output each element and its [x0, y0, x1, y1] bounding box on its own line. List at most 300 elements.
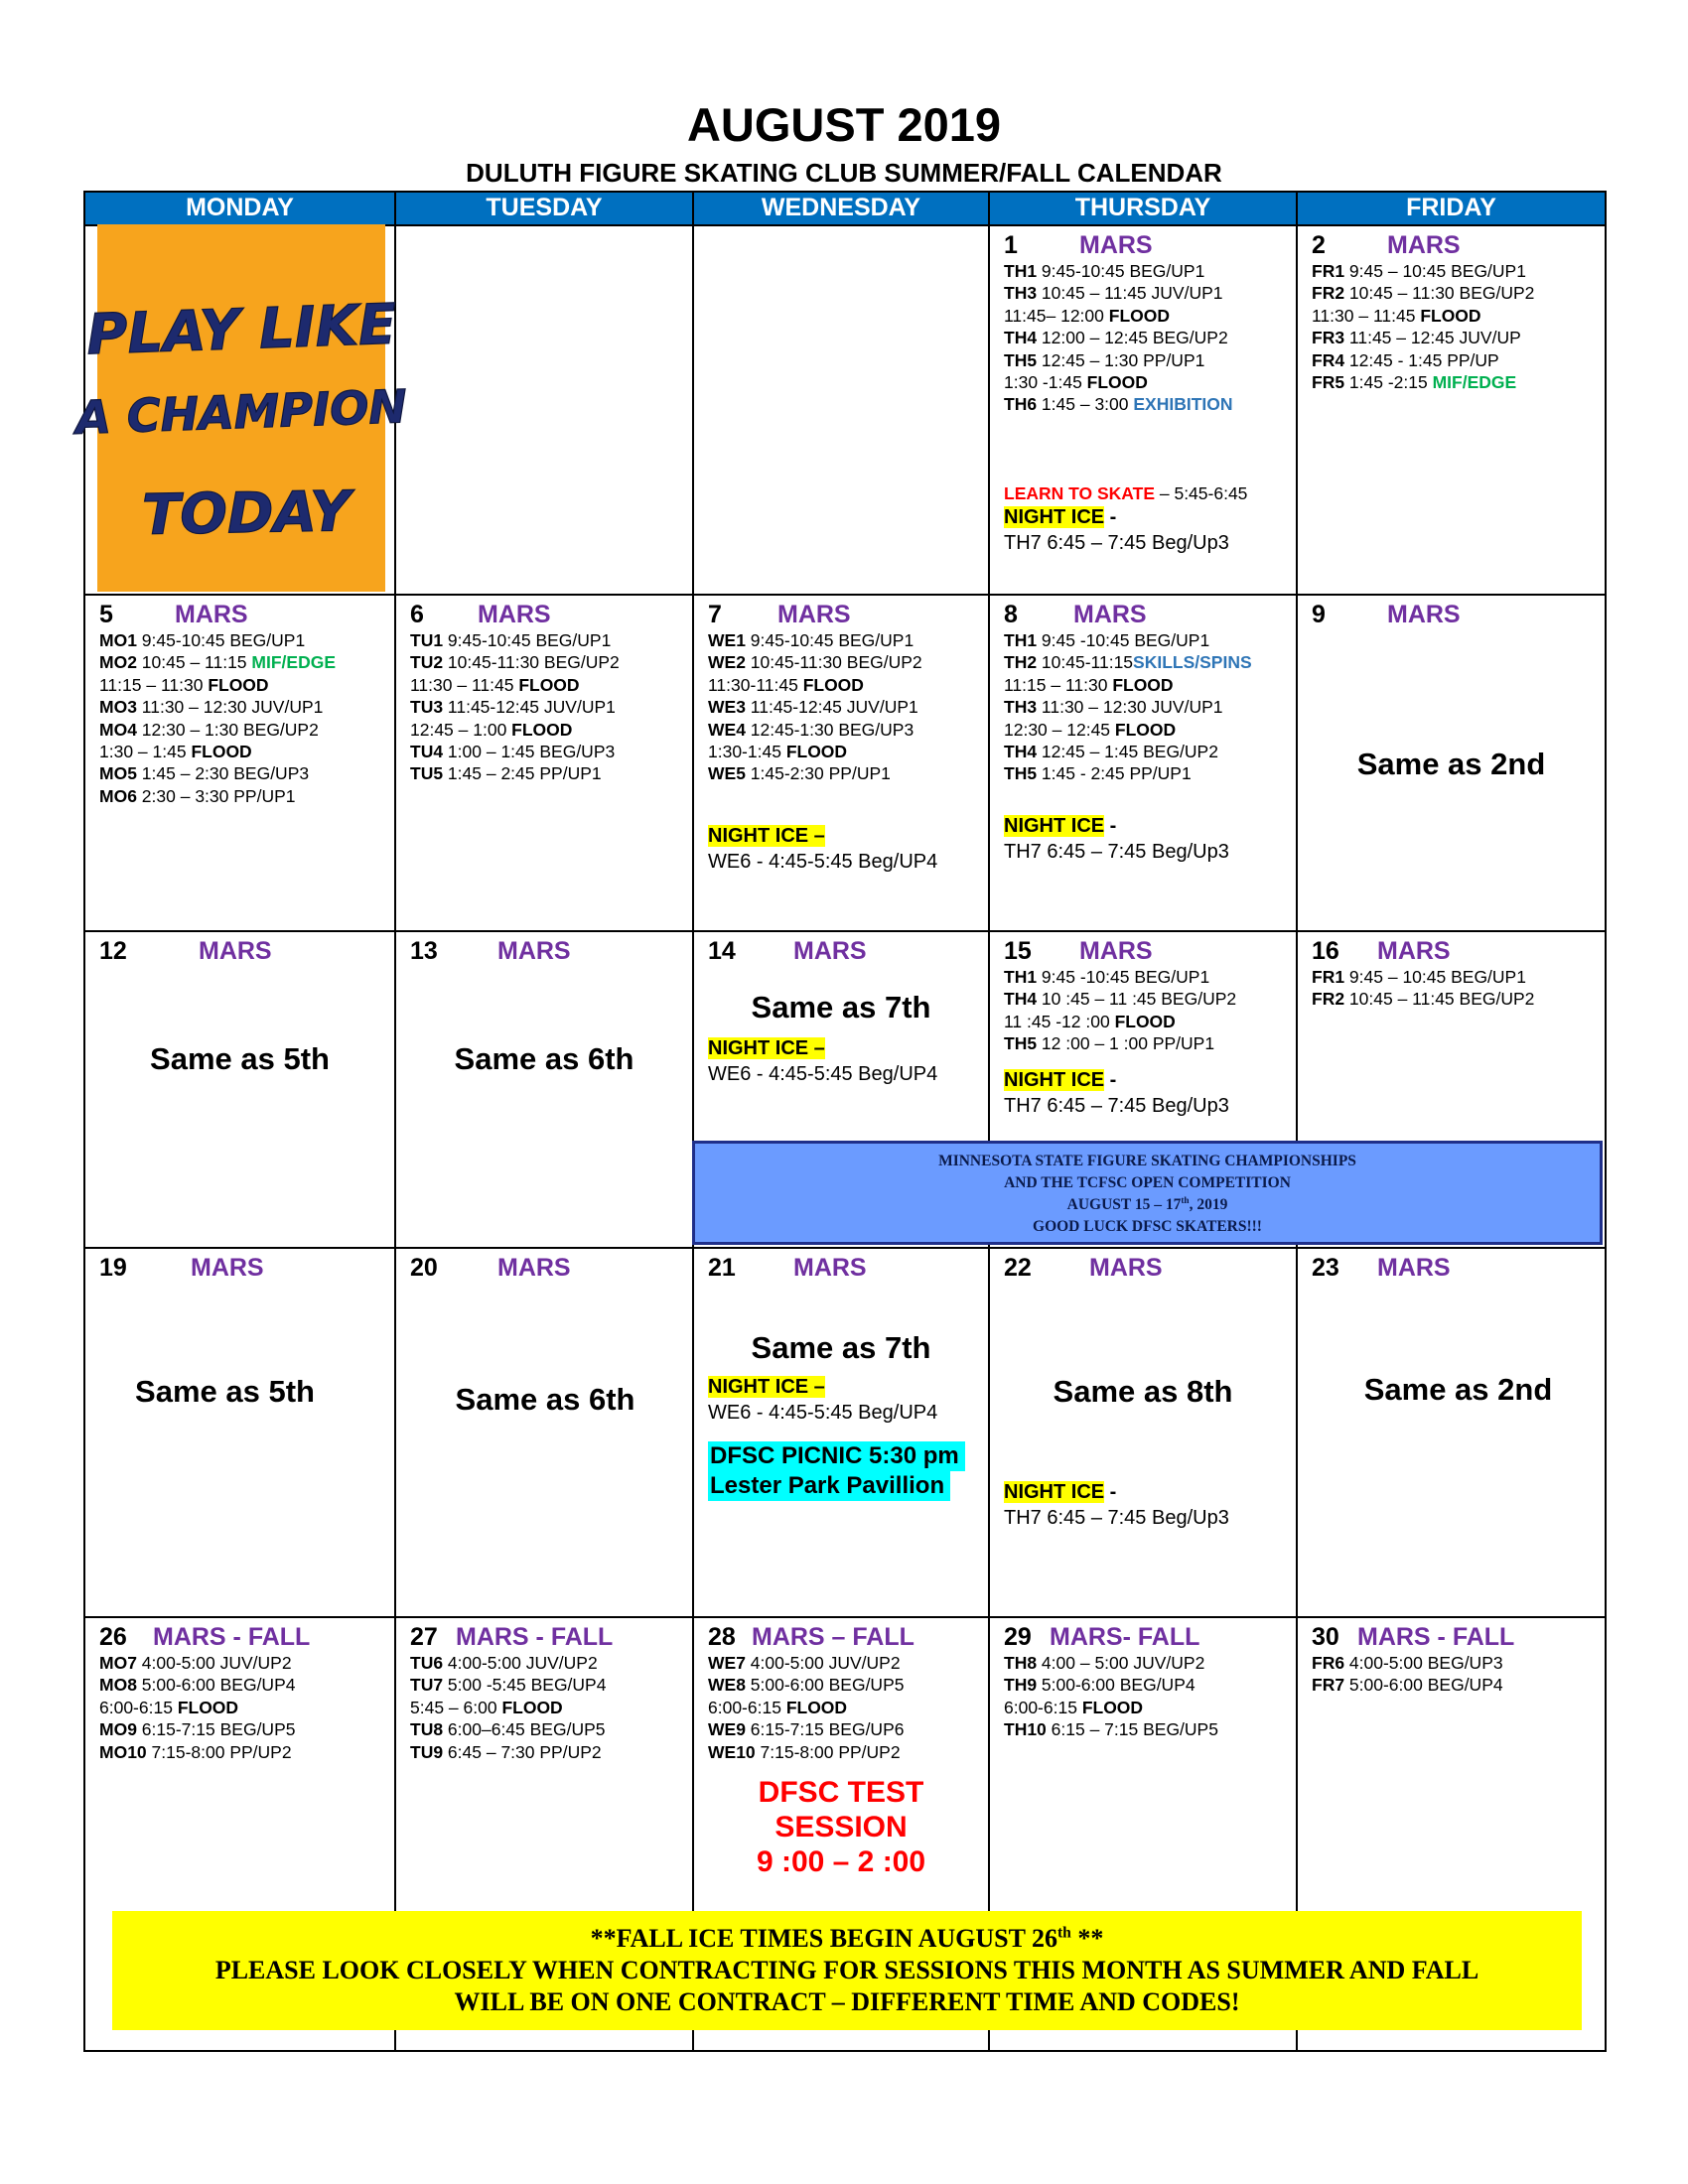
session-type-label: EXHIBITION — [1133, 394, 1233, 415]
flood-label: FLOOD — [208, 674, 269, 695]
day-header — [1004, 600, 1296, 629]
session-code: TH8 — [1004, 1653, 1038, 1673]
night-ice-block — [708, 823, 988, 849]
session-time: 11:30 – 12:30 JUV/UP1 — [1037, 697, 1223, 718]
fall-notice-heading: **FALL ICE TIMES BEGIN AUGUST 26 — [590, 1924, 1057, 1953]
weekday-tuesday: TUESDAY — [395, 192, 693, 225]
session-list — [410, 629, 692, 785]
flood-label: FLOOD — [1112, 674, 1174, 695]
session-row — [1312, 282, 1605, 304]
session-row — [1004, 1697, 1296, 1718]
day-header — [1312, 1253, 1605, 1283]
session-time: 9:45 – 10:45 BEG/UP1 — [1344, 261, 1526, 281]
session-row — [410, 741, 692, 762]
session-time: 9:45-10:45 BEG/UP1 — [1037, 261, 1205, 281]
weekday-wednesday: WEDNESDAY — [693, 192, 989, 225]
fall-notice-heading-end: ** — [1070, 1924, 1104, 1953]
session-row — [99, 696, 394, 718]
same-as-note: Same as 5th — [135, 1374, 315, 1409]
night-ice-label: NIGHT ICE — [1004, 506, 1105, 529]
session-time: 1:30-1:45 — [708, 742, 786, 762]
day-number: 9 — [1312, 601, 1326, 628]
session-row — [1004, 1718, 1296, 1740]
day-number: 15 — [1004, 937, 1032, 965]
test-session-line-2: SESSION — [774, 1811, 908, 1844]
mars-label: MARS - FALL — [153, 1623, 311, 1651]
session-list — [1312, 1652, 1605, 1697]
session-row — [708, 1652, 988, 1674]
session-list — [1004, 966, 1296, 1055]
session-row — [1004, 966, 1296, 988]
session-code: TH1 — [1004, 967, 1038, 987]
picnic-line-2: Lester Park Pavillion — [708, 1471, 950, 1501]
day-cell-22 — [989, 1248, 1297, 1617]
night-ice-session: WE6 - 4:45-5:45 Beg/UP4 — [708, 850, 938, 873]
session-row — [1004, 696, 1296, 718]
same-as-note: Same as 5th — [150, 1041, 330, 1076]
session-row — [99, 651, 394, 673]
session-time: 11:30 – 11:45 — [1312, 305, 1421, 326]
session-code: FR6 — [1312, 1653, 1345, 1673]
day-header — [99, 1253, 394, 1283]
fall-notice-line-1 — [112, 1923, 1582, 1955]
session-time: 4:00-5:00 BEG/UP3 — [1344, 1653, 1503, 1673]
night-ice-session: TH7 6:45 – 7:45 Beg/Up3 — [1004, 1507, 1229, 1529]
session-row — [99, 1674, 394, 1696]
day-cell-1 — [989, 225, 1297, 595]
fall-ice-notice — [112, 1911, 1582, 2030]
session-row — [410, 1741, 692, 1763]
day-number: 13 — [410, 937, 438, 965]
session-code: MO10 — [99, 1741, 147, 1762]
championship-dates-suffix: th — [1181, 1195, 1190, 1206]
session-time: 10:45-11:30 BEG/UP2 — [443, 652, 620, 673]
session-code: FR7 — [1312, 1675, 1345, 1696]
session-row — [1312, 260, 1605, 282]
flood-label: FLOOD — [1086, 372, 1148, 393]
championship-line-2: AND THE TCFSC OPEN COMPETITION — [1004, 1174, 1291, 1191]
session-time: 12:30 – 12:45 — [1004, 719, 1115, 740]
learn-to-skate-label: LEARN TO SKATE — [1004, 482, 1155, 503]
day-number: 28 — [708, 1623, 736, 1651]
session-time: 12:45 – 1:30 PP/UP1 — [1037, 349, 1205, 370]
mars-label: MARS — [1089, 1254, 1163, 1282]
day-cell-5 — [84, 595, 395, 931]
session-row — [708, 696, 988, 718]
session-row — [1004, 327, 1296, 348]
session-row — [1004, 674, 1296, 696]
flood-label: FLOOD — [1420, 305, 1481, 326]
session-code: TU8 — [410, 1719, 444, 1740]
day-number: 8 — [1004, 601, 1018, 628]
session-code: TH5 — [1004, 763, 1038, 784]
weekday-thursday: THURSDAY — [989, 192, 1297, 225]
day-cell-13 — [395, 931, 693, 1248]
session-code: TU1 — [410, 630, 444, 650]
session-row — [410, 719, 692, 741]
day-cell-empty — [693, 225, 989, 595]
session-code: TH3 — [1004, 697, 1038, 718]
session-time: 11:15 – 11:30 — [1004, 674, 1113, 695]
mars-label: MARS - FALL — [1357, 1623, 1515, 1651]
session-time: 11:45 – 12:45 JUV/UP — [1344, 328, 1521, 348]
day-header — [99, 936, 394, 966]
day-header — [1004, 936, 1296, 966]
session-row — [1004, 1652, 1296, 1674]
session-row — [410, 651, 692, 673]
day-number: 23 — [1312, 1254, 1339, 1282]
flood-label: FLOOD — [1114, 719, 1177, 740]
session-time: 10:45 – 11:45 BEG/UP2 — [1344, 989, 1535, 1010]
session-row — [1312, 1674, 1605, 1696]
night-ice-label: NIGHT ICE – — [708, 824, 825, 847]
night-ice-session: TH7 6:45 – 7:45 Beg/Up3 — [1004, 840, 1229, 863]
day-header — [1312, 230, 1605, 260]
learn-to-skate — [1004, 482, 1296, 504]
session-row — [410, 1718, 692, 1740]
session-row — [1312, 305, 1605, 327]
session-time: 6:00-6:15 — [99, 1697, 178, 1717]
session-time: 6:00-6:15 — [708, 1697, 786, 1717]
session-code: MO1 — [99, 630, 137, 650]
session-code: TU3 — [410, 697, 444, 718]
night-ice-block — [1004, 813, 1296, 839]
night-ice-block — [708, 1374, 988, 1400]
day-cell-21 — [693, 1248, 989, 1617]
session-row — [99, 741, 394, 762]
day-cell-23 — [1297, 1248, 1606, 1617]
night-ice-block — [1004, 504, 1296, 530]
night-ice-suffix: - — [1104, 1481, 1117, 1503]
same-as-note: Same as 6th — [454, 1041, 634, 1076]
session-row — [708, 1674, 988, 1696]
mars-label: MARS — [1079, 937, 1153, 965]
session-list — [1004, 629, 1296, 785]
day-header — [1004, 230, 1296, 260]
day-number: 29 — [1004, 1623, 1032, 1651]
session-time: 6:15-7:15 BEG/UP5 — [136, 1719, 296, 1740]
mars-label: MARS — [497, 1254, 571, 1282]
session-row — [1004, 762, 1296, 784]
mars-label: MARS — [497, 937, 571, 965]
session-row — [410, 762, 692, 784]
mars-label: MARS – FALL — [752, 1623, 914, 1651]
fall-notice-line-3: WILL BE ON ONE CONTRACT – DIFFERENT TIME AND CODES! — [454, 1987, 1240, 2016]
night-ice-label: NIGHT ICE – — [708, 1037, 825, 1059]
night-ice-label: NIGHT ICE — [1004, 814, 1105, 837]
weekday-monday: MONDAY — [84, 192, 395, 225]
session-row — [1312, 327, 1605, 348]
same-as-note: Same as 2nd — [1356, 747, 1546, 781]
night-ice-session: WE6 - 4:45-5:45 Beg/UP4 — [708, 1402, 938, 1424]
session-row — [1004, 988, 1296, 1010]
test-session-line-1: DFSC TEST — [758, 1776, 924, 1810]
session-row — [1004, 629, 1296, 651]
session-time: 1:00 – 1:45 BEG/UP3 — [443, 742, 616, 762]
session-list — [99, 629, 394, 807]
session-row — [708, 651, 988, 673]
flood-label: FLOOD — [802, 674, 864, 695]
session-code: TU7 — [410, 1675, 444, 1696]
flood-label: FLOOD — [1108, 305, 1170, 326]
fall-notice-line-2: PLEASE LOOK CLOSELY WHEN CONTRACTING FOR SESSIONS THIS MONTH AS SUMMER AND FALL — [214, 1956, 1479, 1984]
same-as-note: Same as 7th — [751, 990, 931, 1024]
session-row — [1004, 1674, 1296, 1696]
day-header — [1312, 936, 1605, 966]
flood-label: FLOOD — [501, 1697, 563, 1717]
day-header — [410, 936, 692, 966]
session-code: MO9 — [99, 1719, 137, 1740]
session-time: 4:00-5:00 JUV/UP2 — [443, 1653, 598, 1673]
session-row — [1004, 651, 1296, 673]
same-as-note: Same as 7th — [751, 1330, 931, 1365]
session-row — [1004, 393, 1296, 415]
session-time: 12 :00 – 1 :00 PP/UP1 — [1037, 1033, 1215, 1054]
flood-label: FLOOD — [785, 742, 848, 762]
session-code: MO7 — [99, 1653, 137, 1673]
day-header — [410, 1622, 692, 1652]
picnic-line-1: DFSC PICNIC 5:30 pm — [708, 1441, 965, 1471]
mars-label: MARS- FALL — [1050, 1623, 1200, 1651]
learn-to-skate-time: – 5:45-6:45 — [1155, 482, 1248, 503]
night-ice-label: NIGHT ICE — [1004, 1068, 1105, 1091]
session-row — [99, 762, 394, 784]
session-row — [1312, 349, 1605, 371]
session-time: 10:45 – 11:45 JUV/UP1 — [1037, 283, 1223, 304]
session-time: 12:45 - 1:45 PP/UP — [1344, 349, 1499, 370]
session-time: 11:45-12:45 JUV/UP1 — [443, 697, 616, 718]
session-row — [410, 696, 692, 718]
day-number: 26 — [99, 1623, 127, 1651]
session-row — [1004, 305, 1296, 327]
session-time: 4:00-5:00 JUV/UP2 — [745, 1653, 901, 1673]
session-list — [708, 629, 988, 785]
session-time: 12:45-1:30 BEG/UP3 — [745, 719, 914, 740]
session-code: FR2 — [1312, 283, 1345, 304]
session-code: TH4 — [1004, 989, 1038, 1010]
session-time: 10:45-11:30 BEG/UP2 — [745, 652, 922, 673]
session-row — [708, 719, 988, 741]
test-session-time: 9 :00 – 2 :00 — [756, 1845, 926, 1879]
session-code: WE4 — [708, 719, 746, 740]
day-number: 21 — [708, 1254, 736, 1282]
play-like-a-champion-poster — [74, 224, 408, 592]
session-code: WE3 — [708, 697, 746, 718]
session-row — [410, 1697, 692, 1718]
session-time: 5:00-6:00 BEG/UP4 — [136, 1675, 296, 1696]
mars-label: MARS — [175, 601, 248, 628]
session-list — [1312, 260, 1605, 393]
session-list — [410, 1652, 692, 1763]
day-number: 12 — [99, 937, 127, 965]
session-code: TU9 — [410, 1741, 444, 1762]
session-time: 11:30 – 12:30 JUV/UP1 — [136, 697, 324, 718]
mars-label: MARS — [1073, 601, 1147, 628]
day-cell-20 — [395, 1248, 693, 1617]
mars-label: MARS — [793, 937, 867, 965]
day-cell-12 — [84, 931, 395, 1248]
day-number: 5 — [99, 601, 113, 628]
mars-label: MARS — [191, 1254, 264, 1282]
session-code: MO4 — [99, 719, 137, 740]
session-time: 4:00-5:00 JUV/UP2 — [136, 1653, 292, 1673]
session-time: 4:00 – 5:00 JUV/UP2 — [1037, 1653, 1205, 1673]
session-code: TU6 — [410, 1653, 444, 1673]
session-code: WE2 — [708, 652, 746, 673]
day-header — [410, 1253, 692, 1283]
day-number: 22 — [1004, 1254, 1032, 1282]
session-code: TH4 — [1004, 328, 1038, 348]
day-header — [1004, 1622, 1296, 1652]
session-row — [99, 785, 394, 807]
page-title: AUGUST 2019 — [686, 98, 1002, 151]
session-time: 6:15 – 7:15 BEG/UP5 — [1046, 1719, 1218, 1740]
session-list — [1004, 260, 1296, 416]
session-row — [708, 1697, 988, 1718]
session-row — [99, 1697, 394, 1718]
session-time: 6:00–6:45 BEG/UP5 — [443, 1719, 606, 1740]
night-ice-block — [1004, 1479, 1296, 1505]
session-time: 12:30 – 1:30 BEG/UP2 — [136, 719, 319, 740]
session-row — [708, 1718, 988, 1740]
day-number: 19 — [99, 1254, 127, 1282]
day-cell-7 — [693, 595, 989, 931]
session-code: FR3 — [1312, 328, 1345, 348]
session-time: 9:45 -10:45 BEG/UP1 — [1037, 967, 1210, 987]
session-time: 12:00 – 12:45 BEG/UP2 — [1037, 328, 1228, 348]
session-row — [99, 1741, 394, 1763]
session-time: 1:45 – 2:30 BEG/UP3 — [136, 763, 310, 784]
session-time: 6:45 – 7:30 PP/UP2 — [443, 1741, 602, 1762]
session-row — [99, 719, 394, 741]
session-time: 9:45-10:45 BEG/UP1 — [443, 630, 612, 650]
mars-label: MARS — [1387, 231, 1461, 259]
night-ice-suffix: - — [1104, 506, 1117, 529]
session-time: 12:45 – 1:45 BEG/UP2 — [1037, 742, 1218, 762]
session-code: WE5 — [708, 763, 746, 784]
session-time: 9:45-10:45 BEG/UP1 — [745, 630, 914, 650]
session-row — [1004, 349, 1296, 371]
championship-line-3 — [695, 1194, 1600, 1216]
session-row — [1004, 1032, 1296, 1054]
poster-graphic — [74, 224, 408, 592]
day-cell-6 — [395, 595, 693, 931]
session-time: 11:30-11:45 — [708, 674, 803, 695]
session-code: WE9 — [708, 1719, 746, 1740]
day-header — [1312, 1622, 1605, 1652]
session-row — [1312, 1652, 1605, 1674]
mars-label: MARS — [1079, 231, 1153, 259]
flood-label: FLOOD — [177, 1697, 239, 1717]
session-row — [708, 762, 988, 784]
poster-line-3: TODAY — [141, 479, 352, 548]
session-code: FR4 — [1312, 349, 1345, 370]
session-row — [410, 1674, 692, 1696]
day-cell-19 — [84, 1248, 395, 1617]
session-time: 5:00-6:00 BEG/UP4 — [1037, 1675, 1196, 1696]
flood-label: FLOOD — [785, 1697, 848, 1717]
day-header — [708, 1253, 988, 1283]
day-number: 16 — [1312, 937, 1339, 965]
session-code: TH6 — [1004, 394, 1038, 415]
championship-year: , 2019 — [1189, 1196, 1228, 1213]
session-list — [1312, 966, 1605, 1011]
session-time: 5:00-6:00 BEG/UP4 — [1344, 1675, 1503, 1696]
session-row — [99, 629, 394, 651]
session-code: TH1 — [1004, 261, 1038, 281]
day-header — [410, 600, 692, 629]
night-ice-label: NIGHT ICE — [1004, 1481, 1105, 1503]
night-ice-session: TH7 6:45 – 7:45 Beg/Up3 — [1004, 532, 1229, 555]
mars-label: MARS — [1387, 601, 1461, 628]
session-code: TH3 — [1004, 283, 1038, 304]
session-time: 11:15 – 11:30 — [99, 674, 209, 695]
session-row — [708, 674, 988, 696]
night-ice-session: TH7 6:45 – 7:45 Beg/Up3 — [1004, 1094, 1229, 1117]
day-cell-2 — [1297, 225, 1606, 595]
day-number: 7 — [708, 601, 722, 628]
poster-line-1: PLAY LIKE — [85, 292, 398, 368]
mif-edge-label: MIF/EDGE — [1432, 372, 1517, 393]
day-header — [708, 600, 988, 629]
flood-label: FLOOD — [1114, 1011, 1176, 1031]
session-row — [1004, 1011, 1296, 1032]
day-header — [708, 936, 988, 966]
session-code: MO6 — [99, 785, 137, 806]
mif-edge-label: MIF/EDGE — [251, 652, 336, 673]
same-as-note: Same as 6th — [455, 1382, 635, 1417]
session-row — [1004, 719, 1296, 741]
same-as-note: Same as 2nd — [1363, 1372, 1553, 1407]
session-time: 9:45 – 10:45 BEG/UP1 — [1344, 967, 1526, 987]
mars-label: MARS — [1377, 1254, 1451, 1282]
session-time: 10:45 – 11:30 BEG/UP2 — [1344, 283, 1535, 304]
session-time: 6:15-7:15 BEG/UP6 — [745, 1719, 905, 1740]
session-row — [410, 629, 692, 651]
flood-label: FLOOD — [518, 674, 580, 695]
flood-label: FLOOD — [511, 719, 573, 740]
session-code: WE7 — [708, 1653, 746, 1673]
session-type-label: SKILLS/SPINS — [1133, 652, 1252, 673]
session-code: TH4 — [1004, 742, 1038, 762]
mars-label: MARS — [199, 937, 272, 965]
page-subtitle: DULUTH FIGURE SKATING CLUB SUMMER/FALL CALENDAR — [466, 158, 1222, 188]
session-code: MO2 — [99, 652, 137, 673]
session-row — [99, 1652, 394, 1674]
session-row — [708, 1741, 988, 1763]
session-row — [708, 629, 988, 651]
mars-label: MARS — [478, 601, 551, 628]
day-number: 1 — [1004, 231, 1018, 259]
night-ice-suffix: - — [1104, 814, 1117, 837]
session-time: 10 :45 – 11 :45 BEG/UP2 — [1037, 989, 1237, 1010]
session-row — [99, 1718, 394, 1740]
session-list — [1004, 1652, 1296, 1741]
weekday-friday: FRIDAY — [1297, 192, 1606, 225]
session-code: FR1 — [1312, 967, 1345, 987]
flood-label: FLOOD — [1081, 1697, 1144, 1717]
day-cell-8 — [989, 595, 1297, 931]
session-row — [99, 674, 394, 696]
week-row-4 — [84, 1248, 1606, 1617]
session-time: 1:45 – 2:45 PP/UP1 — [443, 763, 602, 784]
day-header — [99, 1622, 394, 1652]
session-row — [1004, 741, 1296, 762]
session-code: MO3 — [99, 697, 137, 718]
mars-label: MARS — [793, 1254, 867, 1282]
session-time: 1:45-2:30 PP/UP1 — [745, 763, 891, 784]
session-time: 11:45– 12:00 — [1004, 305, 1109, 326]
